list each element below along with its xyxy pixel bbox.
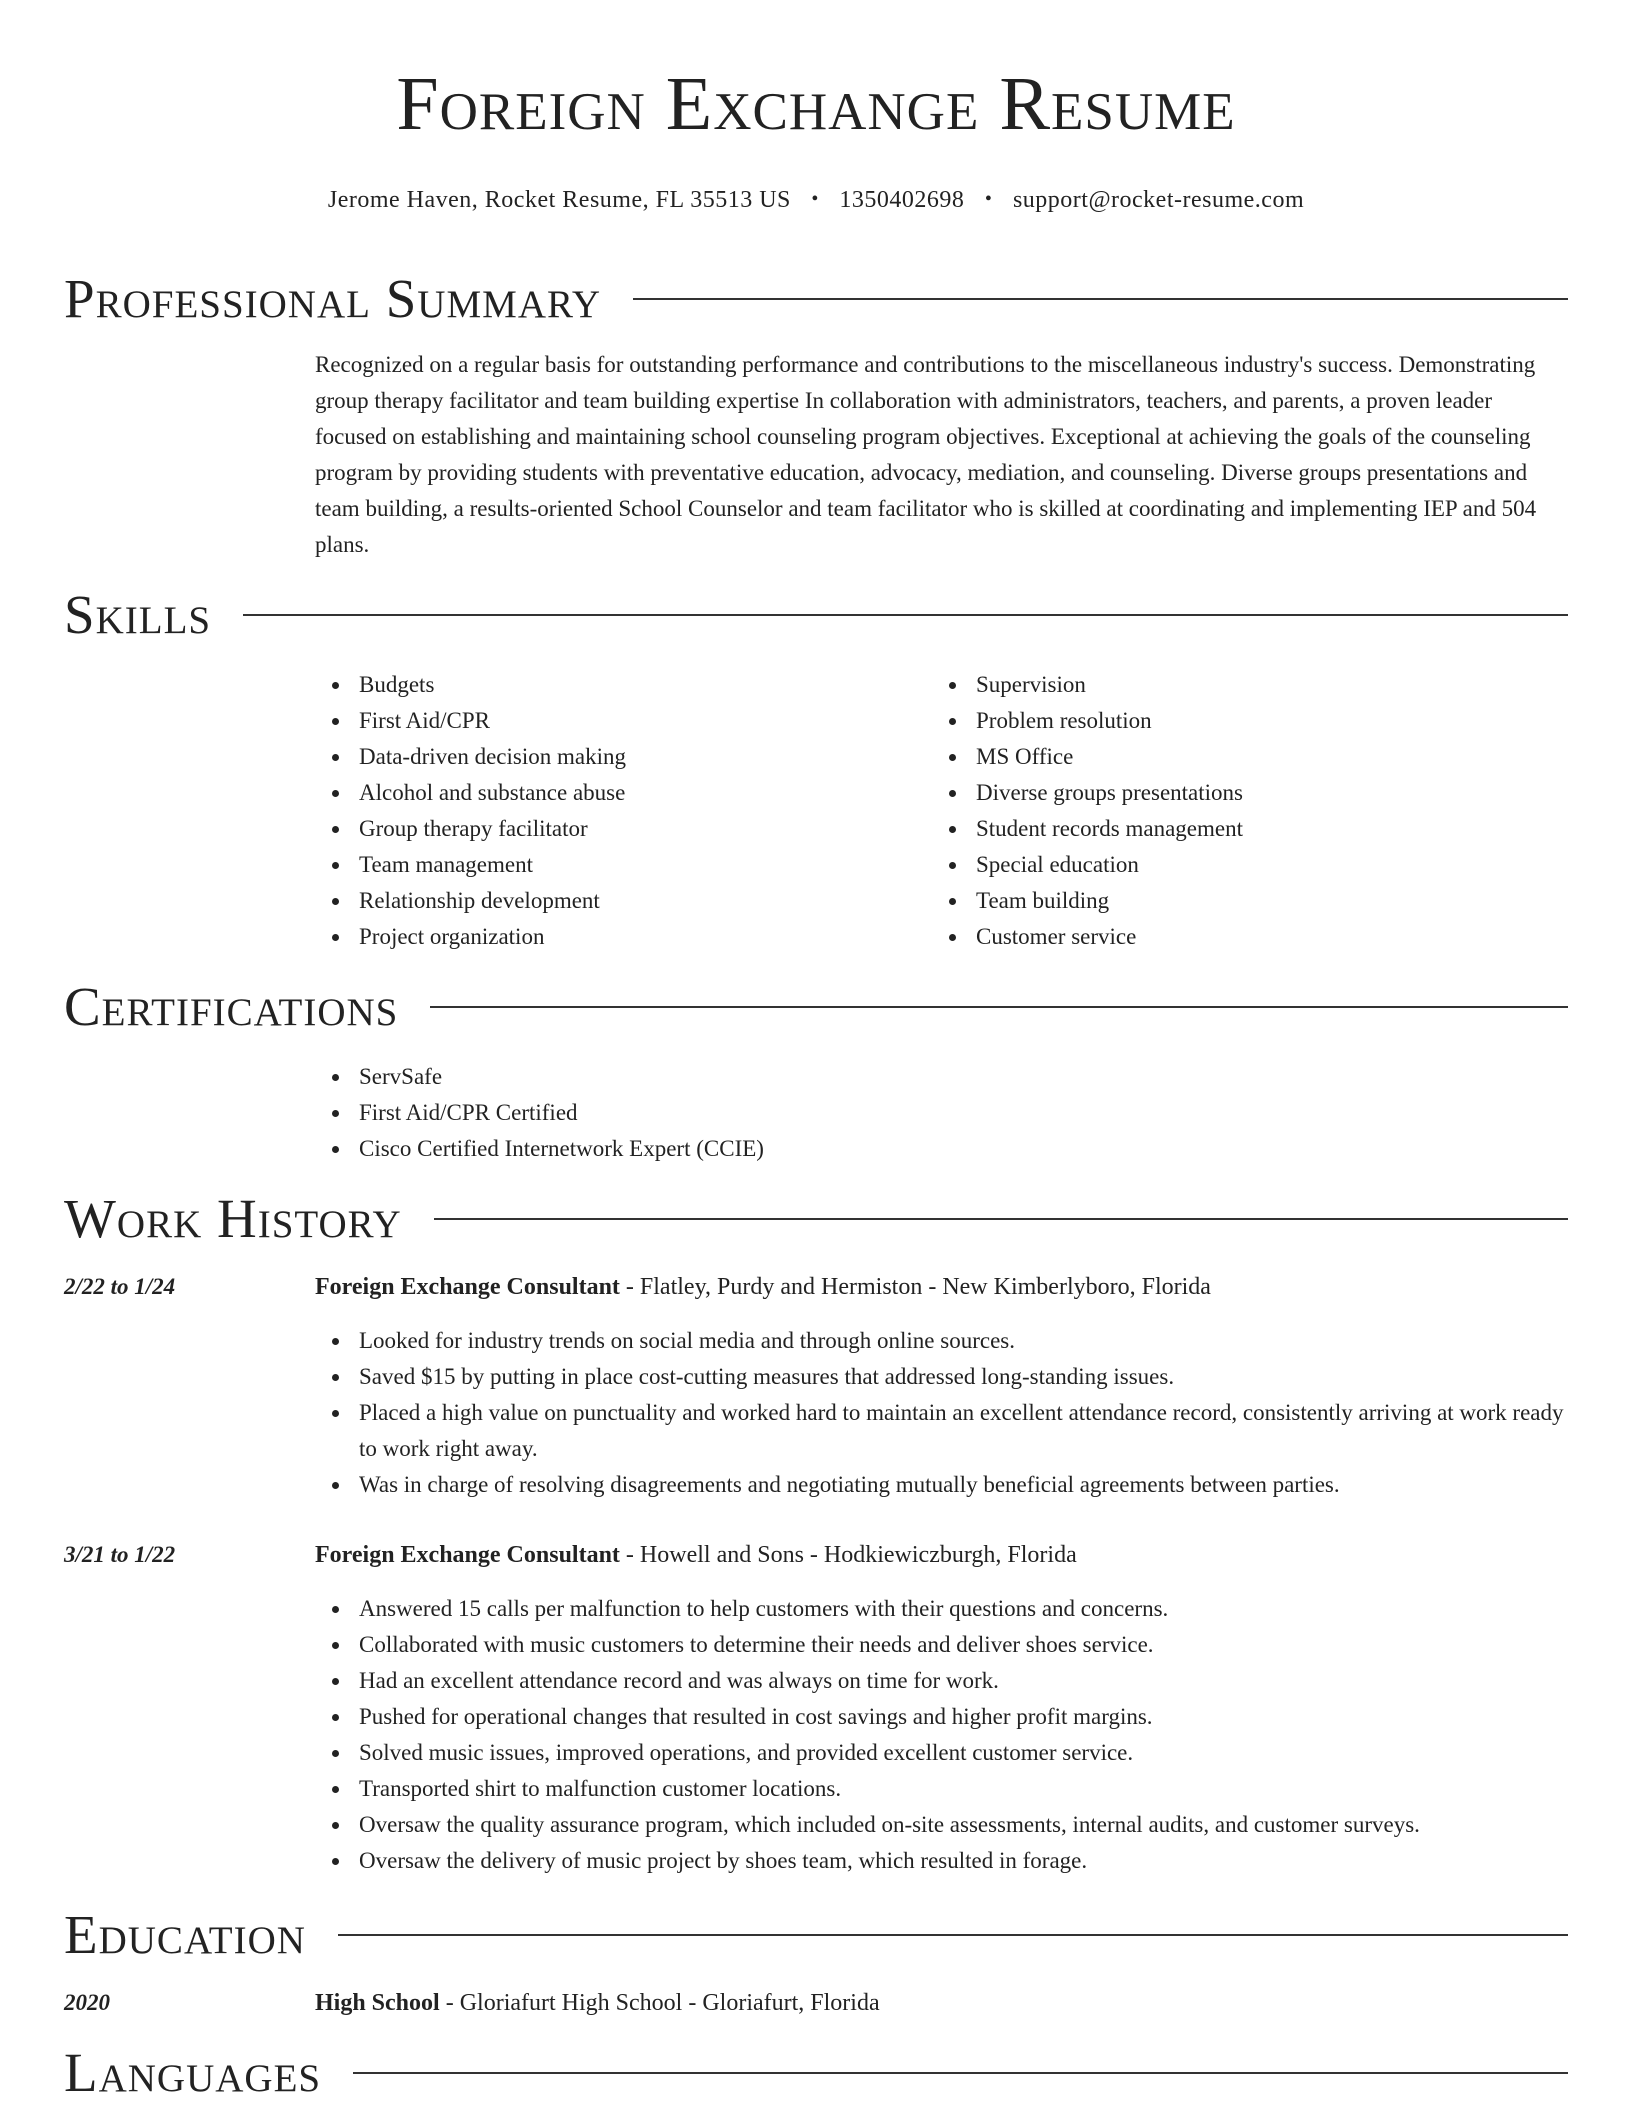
education-school: - Gloriafurt High School - Gloriafurt, Florida: [439, 1990, 880, 2016]
job-bullet: Collaborated with music customers to determine their needs and deliver shoes service.: [315, 1627, 1568, 1663]
skill-item: First Aid/CPR: [315, 703, 932, 739]
job-bullet: Oversaw the quality assurance program, which included on-site assessments, internal audits, and customer surveys.: [315, 1807, 1568, 1843]
section-divider: [353, 2072, 1568, 2074]
contact-line: [64, 184, 1568, 217]
job-entry: [64, 1269, 1568, 1503]
education-heading: Education: [64, 1904, 306, 1965]
resume-title: Foreign Exchange Resume: [396, 62, 1236, 146]
job-dates: 2/22 to 1/24: [64, 1274, 176, 1299]
contact-address: Jerome Haven, Rocket Resume, FL 35513 US: [327, 187, 791, 213]
job-header: [64, 1537, 1568, 1573]
section-divider: [434, 1218, 1568, 1220]
skill-item: Relationship development: [315, 883, 932, 919]
summary-section-heading: [64, 269, 1568, 329]
resume-page: [64, 0, 1568, 2103]
skill-item: Supervision: [932, 667, 1549, 703]
job-role: Foreign Exchange Consultant: [315, 1542, 620, 1568]
job-bullets: [315, 1591, 1568, 1879]
job-bullet: Transported shirt to malfunction customer locations.: [315, 1771, 1568, 1807]
summary-text: Recognized on a regular basis for outstanding performance and contributions to the miscellaneous industry's success. Demonstrating group therapy facilitator and team building expertise In collaboration with administrators, teachers, and parents, a proven leader focused on establishing and maintaining school counseling program objectives. Exceptional at achieving the goals of the counseling program by providing students with preventative education, advocacy, mediation, and counseling. Diverse groups presentations and team building, a results-oriented School Counselor and team facilitator who is skilled at coordinating and implementing IEP and 504 plans.: [315, 352, 1537, 557]
skill-item: Group therapy facilitator: [315, 811, 932, 847]
languages-section-heading: [64, 2043, 1568, 2103]
skill-item: Team building: [932, 883, 1549, 919]
job-employer: - Flatley, Purdy and Hermiston - New Kimberlyboro, Florida: [619, 1274, 1211, 1300]
section-divider: [633, 298, 1568, 300]
skill-item: Data-driven decision making: [315, 739, 932, 775]
job-bullet: Oversaw the delivery of music project by shoes team, which resulted in forage.: [315, 1843, 1568, 1879]
certifications-heading: Certifications: [64, 976, 399, 1037]
section-divider: [338, 1934, 1568, 1936]
job-bullet: Saved $15 by putting in place cost-cutting measures that addressed long-standing issues.: [315, 1359, 1568, 1395]
education-section-heading: [64, 1905, 1568, 1965]
skill-item: Budgets: [315, 667, 932, 703]
contact-phone: 1350402698: [839, 187, 965, 213]
certifications-section-heading: [64, 977, 1568, 1037]
job-header: [64, 1269, 1568, 1305]
job-bullet: Had an excellent attendance record and was always on time for work.: [315, 1663, 1568, 1699]
certifications-list: [315, 1059, 1568, 1167]
skill-item: Project organization: [315, 919, 932, 955]
section-divider: [430, 1006, 1568, 1008]
skills-heading: Skills: [64, 584, 212, 645]
work-section-heading: [64, 1189, 1568, 1249]
skill-item: Student records management: [932, 811, 1549, 847]
job-bullet: Pushed for operational changes that resulted in cost savings and higher profit margins.: [315, 1699, 1568, 1735]
certification-item: ServSafe: [315, 1059, 1568, 1095]
skills-column-right: [932, 667, 1549, 955]
job-bullet: Placed a high value on punctuality and worked hard to maintain an excellent attendance record, consistently arriving at work ready to work right away.: [315, 1395, 1568, 1467]
education-year: 2020: [64, 1990, 110, 2015]
job-title-line: [315, 1537, 1077, 1573]
education-line: [315, 1985, 880, 2021]
job-dates: 3/21 to 1/22: [64, 1542, 176, 1567]
summary-heading: Professional Summary: [64, 268, 602, 329]
education-degree: High School: [315, 1990, 440, 2016]
work-heading: Work History: [64, 1188, 402, 1249]
skills-column-left: [315, 667, 932, 955]
job-entry: [64, 1537, 1568, 1879]
contact-separator: •: [811, 188, 819, 210]
job-bullet: Was in charge of resolving disagreements and negotiating mutually beneficial agreements between parties.: [315, 1467, 1568, 1503]
job-bullet: Looked for industry trends on social media and through online sources.: [315, 1323, 1568, 1359]
job-employer: - Howell and Sons - Hodkiewiczburgh, Florida: [619, 1542, 1077, 1568]
job-bullets: [315, 1323, 1568, 1503]
certification-item: First Aid/CPR Certified: [315, 1095, 1568, 1131]
contact-email[interactable]: support@rocket-resume.com: [1012, 187, 1305, 213]
skill-item: Customer service: [932, 919, 1549, 955]
skills-list: [315, 667, 1568, 955]
certification-item: Cisco Certified Internetwork Expert (CCIE): [315, 1131, 1568, 1167]
section-divider: [243, 614, 1568, 616]
skill-item: Special education: [932, 847, 1549, 883]
education-entry: [64, 1985, 1568, 2021]
job-bullet: Answered 15 calls per malfunction to help customers with their questions and concerns.: [315, 1591, 1568, 1627]
skills-section-heading: [64, 585, 1568, 645]
job-bullet: Solved music issues, improved operations, and provided excellent customer service.: [315, 1735, 1568, 1771]
skill-item: Diverse groups presentations: [932, 775, 1549, 811]
skill-item: Problem resolution: [932, 703, 1549, 739]
skill-item: MS Office: [932, 739, 1549, 775]
skill-item: Team management: [315, 847, 932, 883]
job-title-line: [315, 1269, 1211, 1305]
job-role: Foreign Exchange Consultant: [315, 1274, 620, 1300]
contact-separator: •: [984, 188, 993, 210]
languages-heading: Languages: [64, 2042, 322, 2103]
skill-item: Alcohol and substance abuse: [315, 775, 932, 811]
